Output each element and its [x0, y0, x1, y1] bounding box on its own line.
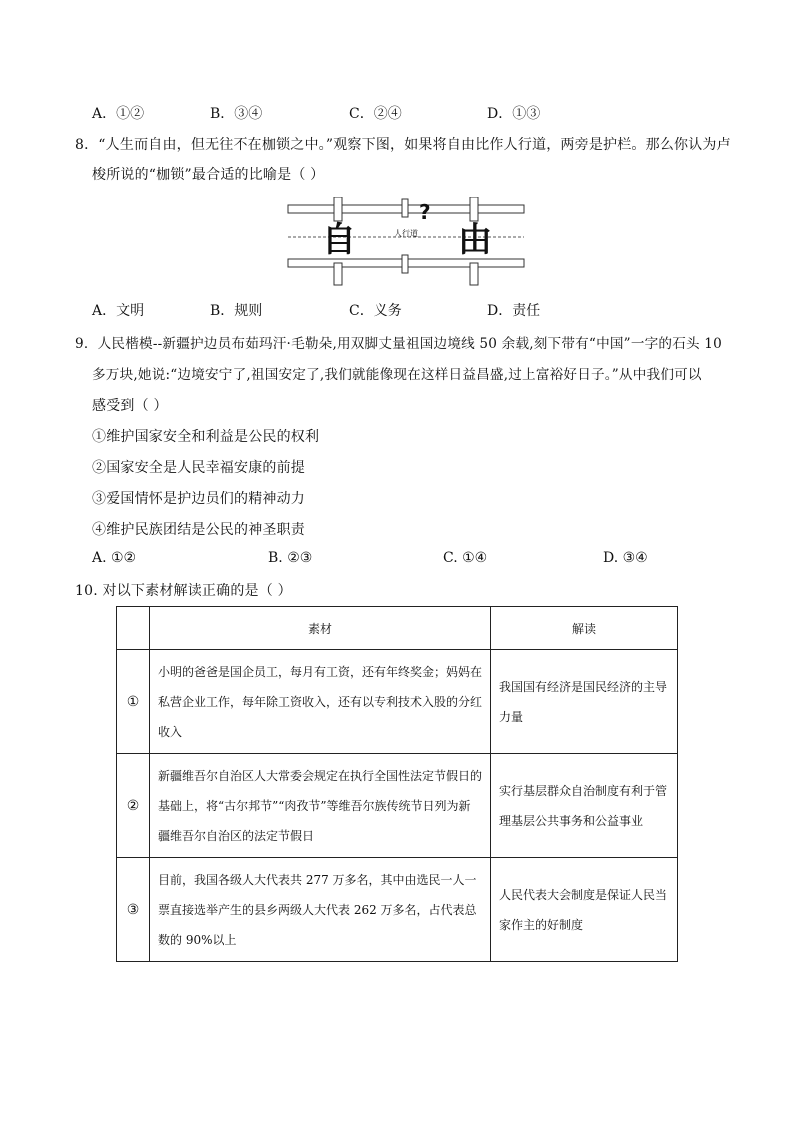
q8-figure-railing	[286, 197, 526, 287]
row-interpretation: 实行基层群众自治制度有利于管理基层公共事务和公益事业	[491, 754, 678, 858]
table-header-row	[117, 607, 678, 650]
table-row	[117, 754, 678, 858]
q9-option-b: B. ②③	[268, 550, 313, 566]
row-interpretation: 我国国有经济是国民经济的主导力量	[491, 650, 678, 754]
figure-road-label: 人行道	[394, 229, 418, 238]
q8-option-c: C．义务	[349, 303, 402, 319]
row-material: 小明的爸爸是国企员工，每月有工资，还有年终奖金；妈妈在私营企业工作，每年除工资收入，还有以专利技术入股的分红收入	[150, 650, 491, 754]
q10-stem: 10. 对以下素材解读正确的是（ ）	[75, 583, 292, 599]
q9-stem-line3: 感受到（ ）	[92, 398, 168, 414]
q9-option-c: C. ①④	[443, 550, 488, 566]
q8-option-d: D．责任	[487, 303, 541, 319]
q9-statement-4: ④维护民族团结是公民的神圣职责	[92, 522, 305, 538]
material-table	[116, 606, 678, 962]
figure-question-mark: ?	[419, 200, 431, 224]
bottom-post	[334, 263, 342, 285]
railing-diagram	[286, 197, 526, 287]
q9-statement-2: ②国家安全是人民幸福安康的前提	[92, 460, 305, 476]
q7-option-d: D．①③	[487, 106, 541, 122]
q8-stem-line2: 梭所说的“枷锁”最合适的比喻是（ ）	[92, 167, 325, 183]
figure-char-right: 由	[458, 220, 492, 260]
figure-char-left: 自	[322, 220, 356, 260]
table-header-num	[117, 607, 150, 650]
q9-option-d: D. ③④	[603, 550, 648, 566]
q8-option-a: A．文明	[92, 303, 145, 319]
q9-statement-3: ③爱国情怀是护边员们的精神动力	[92, 491, 305, 507]
q9-option-a: A. ①②	[92, 550, 137, 566]
row-material: 目前，我国各级人大代表共 277 万多名，其中由选民一人一票直接选举产生的县乡两级人大代表 262 万多名，占代表总数的 90%以上	[150, 858, 491, 962]
table-header-material: 素材	[150, 607, 491, 650]
q9-stem-line2: 多万块,她说:“边境安宁了,祖国安定了,我们就能像现在这样日益昌盛,过上富裕好日子。”从中我们可以	[92, 367, 702, 383]
q9-stem-line1: 9．人民楷模--新疆护边员布茹玛汗·毛勒朵,用双脚丈量祖国边境线 50 余载,刻下带有“中国”一字的石头 10	[75, 336, 723, 352]
table-row	[117, 650, 678, 754]
q7-option-c: C．②④	[349, 106, 402, 122]
q7-option-b: B．③④	[210, 106, 263, 122]
q8-stem-line1: 8．“人生而自由，但无往不在枷锁之中。”观察下图，如果将自由比作人行道，两旁是护栏。那么你认为卢	[75, 137, 731, 153]
top-post	[334, 197, 342, 221]
top-post	[402, 199, 408, 217]
bottom-post	[402, 255, 408, 273]
table-row	[117, 858, 678, 962]
row-number: ③	[117, 858, 150, 962]
bottom-post	[470, 263, 478, 285]
row-number: ②	[117, 754, 150, 858]
q9-statement-1: ①维护国家安全和利益是公民的权利	[92, 429, 320, 445]
top-post	[470, 197, 478, 221]
row-interpretation: 人民代表大会制度是保证人民当家作主的好制度	[491, 858, 678, 962]
q8-option-b: B．规则	[210, 303, 263, 319]
row-material: 新疆维吾尔自治区人大常委会规定在执行全国性法定节假日的基础上，将“古尔邦节”“肉孜节”等维吾尔族传统节日列为新疆维吾尔自治区的法定节假日	[150, 754, 491, 858]
table-header-interpretation: 解读	[491, 607, 678, 650]
q7-option-a: A．①②	[92, 106, 145, 122]
row-number: ①	[117, 650, 150, 754]
